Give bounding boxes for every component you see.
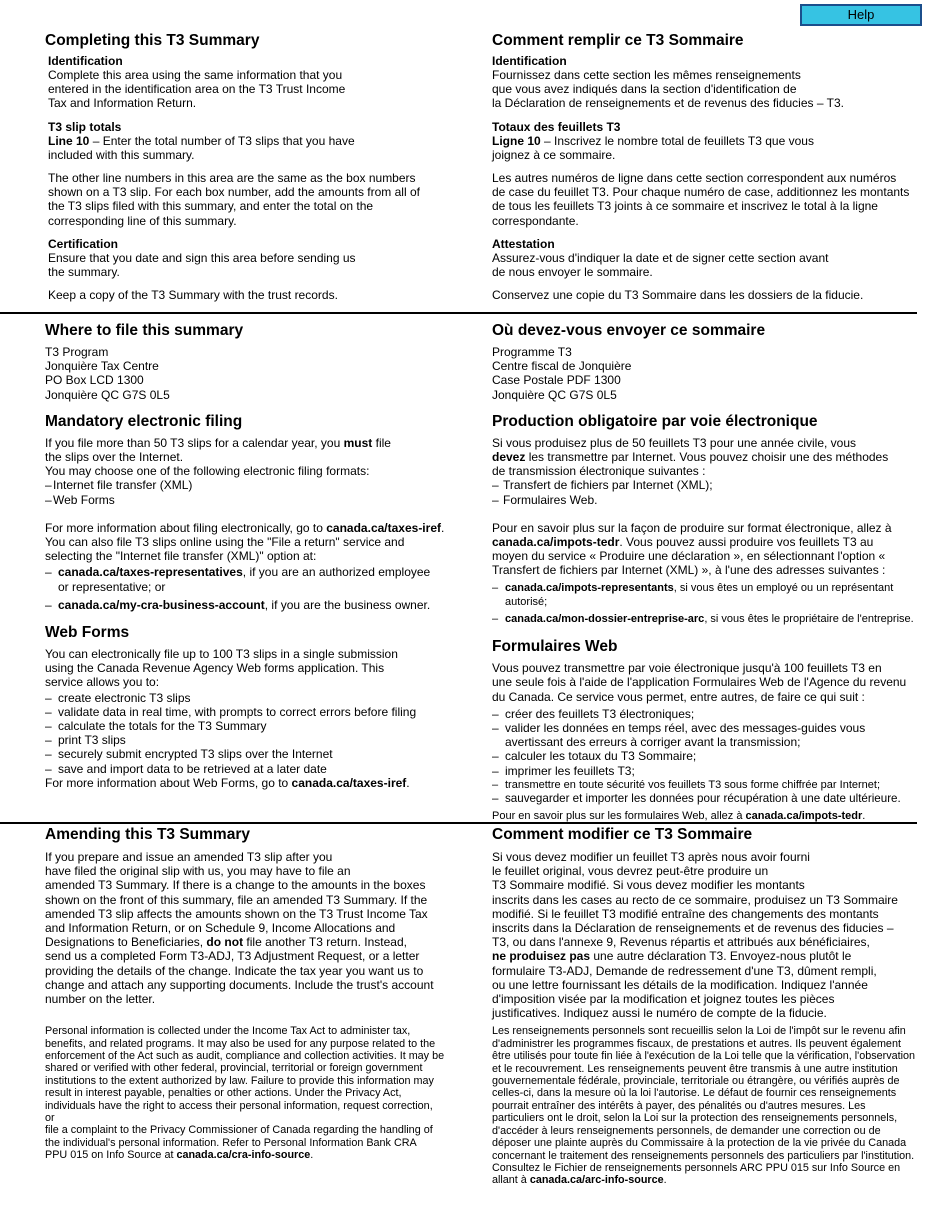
option-text: , if you are an authorized employee or representative; or <box>58 565 431 594</box>
option-text: , si vous êtes un employé ou un représentant autorisé; <box>505 581 894 608</box>
web-forms-title-fr: Formulaires Web <box>492 638 618 656</box>
web-forms-more-info-pre-fr: Pour en savoir plus sur les formulaires Web, allez à <box>492 810 746 823</box>
web-forms-more-info-en <box>45 776 445 790</box>
amending-text-bold-fr: ne produisez pas <box>492 949 591 964</box>
filing-en <box>45 322 445 790</box>
section-divider <box>0 822 917 824</box>
list-item: – validate data in real time, with prompts to correct errors before filing <box>45 705 445 719</box>
filing-fr <box>492 322 932 823</box>
list-item <box>492 581 932 609</box>
efiling-more-info-pre-fr: Pour en savoir plus sur la façon de produire sur format électronique, allez à <box>492 520 892 535</box>
efiling-more-info-post-fr: . Vous pouvez aussi produire vos feuillets T3 au moyen du service « Produire une déclaration », en sélectionnant l'option « Transfert de fichiers par Internet (XML) », à l'une des adresses suivantes : <box>492 535 886 578</box>
amending-text-bold-en: do not <box>206 935 244 950</box>
list-item: – transmettre en toute sécurité vos feuillets T3 sous forme chiffrée par Internet; <box>492 778 932 792</box>
completing-title-en: Completing this T3 Summary <box>45 32 260 49</box>
where-title-fr: Où devez-vous envoyer ce sommaire <box>492 322 766 339</box>
privacy-text-fr <box>492 1025 932 1186</box>
efiling-more-info-post-en: . You can also file T3 slips online using the "File a return" service and selecting the "Internet file transfer (XML)" option at: <box>45 520 445 564</box>
option-text: , si vous êtes le propriétaire de l'entreprise. <box>704 613 914 626</box>
list-item: – valider les données en temps réel, avec des messages-guides vous avertissant des erreurs à corriger avant la transmission; <box>492 721 932 749</box>
efiling-intro-en <box>45 436 445 479</box>
efiling-intro-post-fr: les transmettre par Internet. Vous pouvez choisir une des méthodes de transmission électronique suivantes : <box>492 450 889 479</box>
amending-en <box>45 826 445 1162</box>
identification-heading-en: Identification <box>48 54 123 68</box>
business-account-link[interactable]: canada.ca/my-cra-business-account <box>58 597 265 612</box>
efiling-intro-pre-en: If you file more than 50 T3 slips for a calendar year, you <box>45 435 344 450</box>
address-line: Centre fiscal de Jonquière <box>492 359 632 374</box>
other-lines-text-fr: Les autres numéros de ligne dans cette section correspondent aux numéros de case du feuillet T3. Pour chaque numéro de case, additionnez les montants de tous les feuillets T3 joints à ce sommaire et inscrivez le total à la ligne correspondante. <box>492 171 910 228</box>
efiling-intro-bold-fr: devez <box>492 450 526 465</box>
completing-fr <box>492 32 932 302</box>
taxes-iref-link-2[interactable]: canada.ca/taxes-iref <box>291 775 407 790</box>
web-forms-title-en: Web Forms <box>45 624 130 642</box>
privacy-text-en <box>45 1025 445 1161</box>
address-line: PO Box LCD 1300 <box>45 373 144 388</box>
web-forms-items-en <box>45 691 445 776</box>
efiling-intro-bold-en: must <box>343 435 373 450</box>
address-line: T3 Program <box>45 345 109 359</box>
list-item: – Formulaires Web. <box>492 493 932 507</box>
web-forms-intro-fr: Vous pouvez transmettre par voie électronique jusqu'à 100 feuillets T3 en une seule fois à l'aide de l'application Formulaires Web de l'Agence du revenu du Canada. Ce service vous permet, entre autres, de faire ce qui suit : <box>492 661 907 704</box>
line10-desc-fr: – Inscrivez le nombre total de feuillets T3 que vous joignez à ce sommaire. <box>492 133 814 162</box>
section-divider <box>0 312 917 314</box>
address-line: Jonquière Tax Centre <box>45 359 159 374</box>
web-forms-more-info-pre-en: For more information about Web Forms, go to <box>45 775 292 790</box>
amending-text-pre-en: If you prepare and issue an amended T3 slip after you have filed the original slip with us, you may have to file an amended T3 Summary. If there is a change to the amounts in the boxes shown on the front of this summary, file an amended T3 Summary. If the amended T3 slip affects the amounts shown on the T3 Trust Income Tax and Information Return, or on Schedule 9, Income Allocations and Designations to Beneficiaries, <box>45 850 428 950</box>
amending-text-en <box>45 850 445 1006</box>
efiling-intro-pre-fr: Si vous produisez plus de 50 feuillets T3 pour une année civile, vous <box>492 435 857 450</box>
identification-heading-fr: Identification <box>492 54 567 68</box>
completing-title-fr: Comment remplir ce T3 Sommaire <box>492 32 744 49</box>
address-line: Jonquière QC G7S 0L5 <box>492 387 617 402</box>
slip-totals-heading-en: T3 slip totals <box>48 119 122 134</box>
where-title-en: Where to file this summary <box>45 322 244 339</box>
line10-label-en: Line 10 <box>48 133 90 148</box>
impots-tedr-link[interactable]: canada.ca/impots-tedr <box>492 535 620 550</box>
privacy-end-fr: . <box>663 1174 667 1187</box>
list-item: – imprimer les feuillets T3; <box>492 764 932 778</box>
list-item: – securely submit encrypted T3 slips over the Internet <box>45 747 445 761</box>
amending-text-pre-fr: Si vous devez modifier un feuillet T3 après nous avoir fourni le feuillet original, vous devrez peut-être produire un T3 Sommaire modifié. Si vous devez modifier les montants inscrits dans les cases au recto de ce sommaire, produisez un T3 Sommaire modifié. Si le feuillet T3 modifié entraîne des changements des montants inscrits dans la Déclaration de renseignements et de revenus des fiducies – T3, ou dans l'annexe 9, Revenus répartis et attribués aux bénéficiaires, <box>492 850 898 950</box>
keep-copy-text-fr: Conservez une copie du T3 Sommaire dans les dossiers de la fiducie. <box>492 288 864 303</box>
taxes-representatives-link[interactable]: canada.ca/taxes-representatives <box>58 565 243 580</box>
efiling-more-info-pre-en: For more information about filing electronically, go to <box>45 520 327 535</box>
cra-info-source-link[interactable]: canada.ca/cra-info-source <box>176 1149 311 1162</box>
efiling-title-en: Mandatory electronic filing <box>45 412 243 430</box>
list-item <box>45 598 445 612</box>
web-forms-intro-en: You can electronically file up to 100 T3 slips in a single submission using the Canada Revenue Agency Web forms application. This service allows you to: <box>45 647 398 690</box>
line10-text-fr <box>492 134 932 162</box>
web-forms-more-info-post-fr: . <box>862 810 866 823</box>
list-item: – calculer les totaux du T3 Sommaire; <box>492 749 932 763</box>
list-item: – calculate the totals for the T3 Summary <box>45 719 445 733</box>
impots-representants-link[interactable]: canada.ca/impots-representants <box>505 581 674 594</box>
amending-text-fr <box>492 850 932 1020</box>
web-forms-more-info-post-en: . <box>406 775 410 790</box>
address-fr <box>492 345 932 402</box>
line10-label-fr: Ligne 10 <box>492 133 541 148</box>
privacy-body-en: Personal information is collected under the Income Tax Act to administer tax, benefits, and related programs. It may also be used for any purpose related to the enforcement of the Act such as audit, compliance and collection activities. It may be shared or verified with other federal, provincial, territorial or foreign government institutions to the extent authorized by law. Failure to provide this information may result in interest payable, penalties or other actions. Under the Privacy Act, individuals have the right to access their personal information, request correction, or file a complaint to the Privacy Commissioner of Canada regarding the handling of the individual's personal information. Refer to Personal Information Bank CRA PPU 015 on Info Source at <box>45 1025 445 1162</box>
identification-text-en: Complete this area using the same information that you entered in the identification area on the T3 Trust Income Tax and Information Return. <box>48 68 346 111</box>
list-item: – print T3 slips <box>45 733 445 747</box>
efiling-intro-post-en: file the slips over the Internet. You may choose one of the following electronic filing formats: <box>45 435 391 479</box>
efiling-more-info-fr <box>492 521 932 578</box>
list-item: – Internet file transfer (XML) <box>45 478 445 492</box>
identification-text-fr: Fournissez dans cette section les mêmes renseignements que vous avez indiqués dans la section d'identification de la Déclaration de renseignements et de revenus des fiducies – T3. <box>492 68 844 111</box>
amending-title-fr: Comment modifier ce T3 Sommaire <box>492 826 753 843</box>
efiling-more-info-en <box>45 521 445 564</box>
list-item <box>492 612 932 626</box>
privacy-body-fr: Les renseignements personnels sont recueillis selon la Loi de l'impôt sur le revenu afin d'administrer les programmes fiscaux, de prestations et autres. Ils peuvent également être utilisés pour toute fin liée à l'exécution de la Loi telle que la vérification, l'observation et le recouvrement. Les renseignements peuvent être transmis à une autre institution gouvernementale fédérale, provinciale, territoriale ou étrangère, ou vérifiés auprès de celles-ci, dans la mesure où la loi l'autorise. Le défaut de fournir ces renseignements pourrait entraîner des intérêts à payer, des pénalités ou d'autres mesures. Les particuliers ont le droit, selon la Loi sur la protection des renseignements personnels, d'accéder à leurs renseignements personnels, de demander une correction ou de déposer une plainte auprès du Commissaire à la protection de la vie privée du Canada concernant le traitement des renseignements personnels des particuliers par l'institution. Consultez le Fichier de renseignements personnels ARC PPU 015 sur Info Source en allant à <box>492 1025 916 1187</box>
efiling-formats-en <box>45 478 445 506</box>
help-button[interactable]: Help <box>800 4 922 26</box>
arc-info-source-link[interactable]: canada.ca/arc-info-source <box>529 1174 664 1187</box>
amending-fr <box>492 826 932 1187</box>
keep-copy-text-en: Keep a copy of the T3 Summary with the trust records. <box>48 288 338 303</box>
amending-title-en: Amending this T3 Summary <box>45 826 250 843</box>
mon-dossier-entreprise-link[interactable]: canada.ca/mon-dossier-entreprise-arc <box>505 613 705 626</box>
efiling-title-fr: Production obligatoire par voie électronique <box>492 412 818 430</box>
slip-totals-heading-fr: Totaux des feuillets T3 <box>492 119 621 134</box>
efiling-formats-fr <box>492 478 932 506</box>
efiling-intro-fr <box>492 436 932 479</box>
address-line: Jonquière QC G7S 0L5 <box>45 387 170 402</box>
line10-text-en <box>48 134 445 162</box>
list-item: – créer des feuillets T3 électroniques; <box>492 707 932 721</box>
list-item: – Web Forms <box>45 493 445 507</box>
completing-en <box>45 32 445 302</box>
list-item: – sauvegarder et importer les données pour récupération à une date ultérieure. <box>492 792 932 806</box>
certification-heading-en: Certification <box>48 236 119 251</box>
list-item <box>45 565 445 593</box>
amending-text-post-fr: une autre déclaration T3. Envoyez-nous plutôt le formulaire T3-ADJ, Demande de redressement d'une T3, dûment rempli, ou une lettre fournissant les détails de la modification. Indiquez l'année d'imposition visée par la modification et joignez toutes les pièces justificatives. Indiquez aussi le numéro de compte de la fiducie. <box>492 949 877 1021</box>
line10-desc-en: – Enter the total number of T3 slips that you have included with this summary. <box>48 133 355 162</box>
address-line: Programme T3 <box>492 345 572 359</box>
address-en <box>45 345 445 402</box>
option-text: , if you are the business owner. <box>264 597 431 612</box>
certification-text-en: Ensure that you date and sign this area before sending us the summary. <box>48 250 356 280</box>
other-lines-text-en: The other line numbers in this area are the same as the box numbers shown on a T3 slip. For each box number, add the amounts from all of the T3 slips filed with this summary, and enter the total on the corresponding line of this summary. <box>48 171 420 228</box>
taxes-iref-link[interactable]: canada.ca/taxes-iref <box>326 520 441 535</box>
privacy-end-en: . <box>310 1149 314 1162</box>
web-forms-items-fr <box>492 707 932 806</box>
amending-text-post-en: file another T3 return. Instead, send us a completed Form T3-ADJ, T3 Adjustment Request, or a letter providing the details of the change. Indicate the tax year you want us to change and attach any supporting documents. Include the trust's account number on the letter. <box>45 935 434 1007</box>
efiling-options-en <box>45 565 445 612</box>
list-item: – create electronic T3 slips <box>45 691 445 705</box>
list-item: – Transfert de fichiers par Internet (XML); <box>492 478 932 492</box>
efiling-options-fr <box>492 581 932 627</box>
impots-tedr-link-2[interactable]: canada.ca/impots-tedr <box>745 810 863 823</box>
certification-heading-fr: Attestation <box>492 236 555 251</box>
list-item: – save and import data to be retrieved at a later date <box>45 762 445 776</box>
certification-text-fr: Assurez-vous d'indiquer la date et de signer cette section avant de nous envoyer le sommaire. <box>492 250 829 280</box>
address-line: Case Postale PDF 1300 <box>492 373 621 388</box>
